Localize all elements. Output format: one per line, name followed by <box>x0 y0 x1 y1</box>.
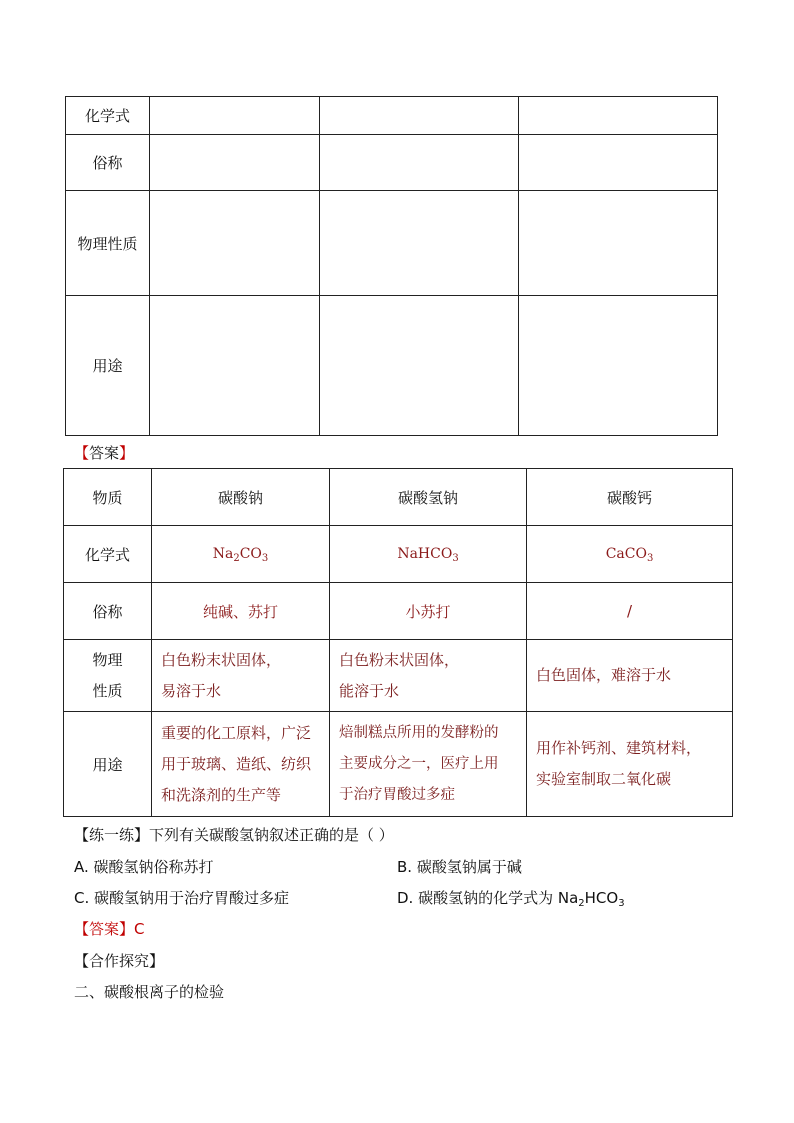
blank-cell <box>320 97 519 135</box>
table-row <box>64 526 733 583</box>
practice-answer <box>74 918 145 939</box>
common-name-calcium-carbonate: / <box>527 583 733 640</box>
uses-sodium-carbonate: 重要的化工原料，广泛 用于玻璃、造纸、纺织 和洗涤剂的生产等 <box>152 712 330 817</box>
physical-sodium-carbonate: 白色粉末状固体， 易溶于水 <box>152 640 330 712</box>
formula-label: 化学式 <box>64 526 152 583</box>
table-row <box>64 640 733 712</box>
row-label-common-name: 俗称 <box>66 135 150 191</box>
table-row <box>66 135 718 191</box>
answer-comparison-table <box>63 468 733 817</box>
uses-label: 用途 <box>64 712 152 817</box>
answer-heading <box>74 442 134 463</box>
common-name-label: 俗称 <box>64 583 152 640</box>
common-name-sodium-carbonate: 纯碱、苏打 <box>152 583 330 640</box>
blank-cell <box>320 191 519 296</box>
option-d[interactable]: D. 碳酸氢钠的化学式为 $Na_2HCO_3$ <box>397 889 625 909</box>
blank-cell <box>320 296 519 436</box>
cooperation-heading: 【合作探究】 <box>74 952 165 970</box>
answer-value: C <box>134 920 145 938</box>
blank-cell <box>150 135 320 191</box>
practice-tag: 【练一练】 <box>74 826 150 844</box>
answer-tag: 【答案】 <box>74 920 135 938</box>
physical-sodium-bicarbonate: 白色粉末状固体， 能溶于水 <box>330 640 527 712</box>
row-label-uses: 用途 <box>66 296 150 436</box>
row-label-physical-property: 物理性质 <box>66 191 150 296</box>
uses-sodium-bicarbonate: 焙制糕点所用的发酵粉的 主要成分之一，医疗上用 于治疗胃酸过多症 <box>330 712 527 817</box>
table-row <box>66 191 718 296</box>
bracket-close: 】 <box>119 444 135 462</box>
option-b[interactable]: B. 碳酸氢钠属于碱 <box>397 858 522 876</box>
blank-cell <box>150 191 320 296</box>
table-row <box>64 469 733 526</box>
blank-cell <box>150 296 320 436</box>
uses-calcium-carbonate: 用作补钙剂、建筑材料， 实验室制取二氧化碳 <box>527 712 733 817</box>
table-row <box>66 97 718 135</box>
blank-cell <box>320 135 519 191</box>
formula-sodium-carbonate: $Na_2CO_3$ <box>152 526 330 583</box>
header-calcium-carbonate: 碳酸钙 <box>527 469 733 526</box>
blank-cell <box>519 296 718 436</box>
section-title: 二、碳酸根离子的检验 <box>74 983 225 1001</box>
physical-calcium-carbonate: 白色固体，难溶于水 <box>527 640 733 712</box>
formula-sodium-bicarbonate: NaHCO$_3$ <box>330 526 527 583</box>
header-sodium-bicarbonate: 碳酸氢钠 <box>330 469 527 526</box>
answer-heading-text: 答案 <box>89 444 120 462</box>
header-label: 物质 <box>64 469 152 526</box>
common-name-sodium-bicarbonate: 小苏打 <box>330 583 527 640</box>
header-sodium-carbonate: 碳酸钠 <box>152 469 330 526</box>
practice-question <box>74 824 394 845</box>
table-row <box>64 583 733 640</box>
blank-cell <box>519 135 718 191</box>
blank-cell <box>150 97 320 135</box>
table-row <box>64 712 733 817</box>
physical-label: 物理 性质 <box>64 640 152 712</box>
row-label-formula: 化学式 <box>66 97 150 135</box>
blank-comparison-table <box>65 96 718 436</box>
table-row <box>66 296 718 436</box>
blank-cell <box>519 191 718 296</box>
formula-calcium-carbonate: CaCO$_3$ <box>527 526 733 583</box>
option-a[interactable]: A. 碳酸氢钠俗称苏打 <box>74 858 214 876</box>
blank-cell <box>519 97 718 135</box>
bracket-open: 【 <box>74 444 90 462</box>
option-c[interactable]: C. 碳酸氢钠用于治疗胃酸过多症 <box>74 889 290 907</box>
practice-question-text: 下列有关碳酸氢钠叙述正确的是（ ） <box>149 826 394 844</box>
